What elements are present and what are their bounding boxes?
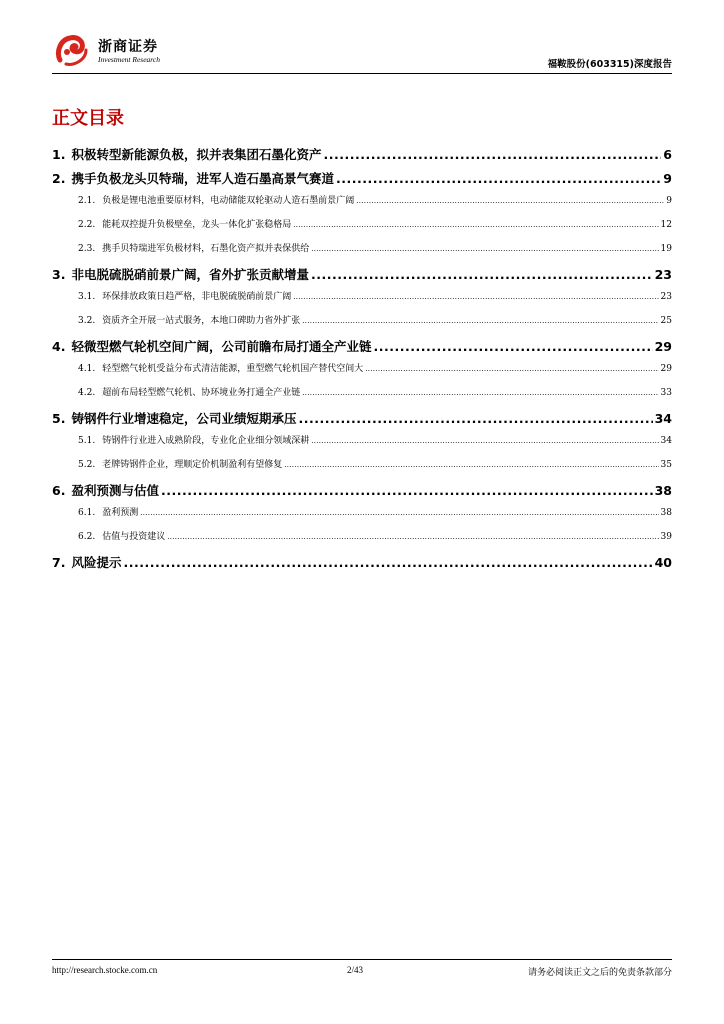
toc-entry-text: 负极是锂电池重要原材料，电动储能双轮驱动人造石墨前景广阔: [102, 196, 355, 206]
toc-entry-number: 2.2.: [78, 220, 96, 230]
toc-entry-text: 轻型燃气轮机受益分布式清洁能源，重型燃气轮机国产替代空间大: [102, 364, 364, 374]
toc-entry-text: 盈利预测: [102, 508, 139, 518]
toc-entry-leader: [302, 316, 658, 326]
toc-entry-subsection[interactable]: [52, 313, 672, 337]
toc-entry-leader: [302, 388, 658, 398]
toc-entry-section[interactable]: [52, 553, 672, 577]
toc-entry-page: 25: [660, 316, 672, 326]
toc-entry-page: 6: [663, 147, 672, 162]
toc-entry-section[interactable]: [52, 265, 672, 289]
toc-entry-page: 38: [654, 483, 672, 498]
toc-entry-text: 风险提示: [71, 555, 122, 570]
toc-entry-number: 3.1.: [78, 292, 96, 302]
toc-entry-page: 29: [660, 364, 672, 374]
toc-entry-leader: [123, 555, 652, 570]
toc-entry-number: 6.2.: [78, 532, 96, 542]
brand-logo-icon: [52, 30, 92, 70]
toc-entry-subsection[interactable]: [52, 385, 672, 409]
toc-entry-subsection[interactable]: [52, 433, 672, 457]
toc-entry-leader: [356, 196, 664, 206]
toc-entry-text: 超前布局轻型燃气轮机、协环境业务打通全产业链: [102, 388, 301, 398]
toc-entry-text: 非电脱硫脱硝前景广阔，省外扩张贡献增量: [71, 267, 309, 282]
toc-entry-leader: [311, 244, 658, 254]
toc-entry-page: 23: [660, 292, 672, 302]
toc-entry-number: 7.: [52, 555, 66, 570]
toc-entry-text: 携手负极龙头贝特瑞，进军人造石墨高景气赛道: [71, 171, 334, 186]
toc-entry-section[interactable]: [52, 409, 672, 433]
toc-entry-leader: [284, 460, 658, 470]
toc-entry-text: 积极转型新能源负极，拟并表集团石墨化资产: [71, 147, 322, 162]
toc-entry-page: 40: [654, 555, 672, 570]
toc-entry-number: 6.: [52, 483, 66, 498]
toc-entry-number: 2.: [52, 171, 66, 186]
toc-entry-leader: [373, 339, 652, 354]
toc-entry-leader: [323, 147, 661, 162]
toc-entry-number: 6.1.: [78, 508, 96, 518]
toc-list: [52, 145, 672, 577]
toc-entry-leader: [140, 508, 658, 518]
toc-entry-page: 34: [654, 411, 672, 426]
toc-entry-leader: [167, 532, 658, 542]
toc-entry-number: 4.: [52, 339, 66, 354]
toc-entry-page: 9: [666, 196, 672, 206]
page-header: [52, 30, 672, 74]
header-divider: [52, 73, 672, 74]
footer-page-number: 2/43: [347, 965, 364, 975]
toc-entry-subsection[interactable]: [52, 289, 672, 313]
toc-entry-text: 铸钢件行业进入成熟阶段，专业化企业细分领域深耕: [102, 436, 310, 446]
toc-entry-page: 23: [654, 267, 672, 282]
toc-entry-text: 资质齐全开展一站式服务，本地口碑助力省外扩张: [102, 316, 301, 326]
toc-entry-text: 环保排放政策日趋严格，非电脱硫脱硝前景广阔: [102, 292, 292, 302]
toc-entry-number: 2.1.: [78, 196, 96, 206]
toc-entry-leader: [311, 436, 658, 446]
toc-entry-text: 老牌铸钢件企业，理顺定价机制盈利有望修复: [102, 460, 283, 470]
toc-entry-page: 12: [660, 220, 672, 230]
toc-entry-page: 29: [654, 339, 672, 354]
toc-entry-number: 4.1.: [78, 364, 96, 374]
toc-entry-page: 19: [660, 244, 672, 254]
toc-entry-leader: [293, 292, 658, 302]
toc-title: 正文目录: [52, 108, 124, 129]
toc-entry-subsection[interactable]: [52, 361, 672, 385]
toc-entry-leader: [311, 267, 653, 282]
toc-entry-leader: [365, 364, 658, 374]
footer-url[interactable]: http://research.stocke.com.cn: [52, 965, 158, 975]
brand-name-cn: 浙商证券: [98, 39, 158, 55]
report-label: 福鞍股份(603315)深度报告: [547, 59, 672, 70]
footer-disclaimer: 请务必阅读正文之后的免责条款部分: [527, 968, 672, 978]
toc-entry-number: 5.: [52, 411, 66, 426]
toc-entry-subsection[interactable]: [52, 217, 672, 241]
toc-entry-number: 5.2.: [78, 460, 96, 470]
toc-entry-text: 携手贝特瑞进军负极材料，石墨化资产拟并表保供给: [102, 244, 310, 254]
toc-entry-page: 34: [660, 436, 672, 446]
toc-entry-section[interactable]: [52, 481, 672, 505]
toc-entry-number: 2.3.: [78, 244, 96, 254]
footer-divider: [52, 959, 672, 960]
toc-entry-subsection[interactable]: [52, 457, 672, 481]
toc-entry-page: 35: [660, 460, 672, 470]
toc-entry-leader: [293, 220, 658, 230]
toc-entry-leader: [161, 483, 653, 498]
toc-entry-page: 9: [663, 171, 672, 186]
toc-entry-number: 3.: [52, 267, 66, 282]
toc-entry-section[interactable]: [52, 169, 672, 193]
toc-entry-text: 估值与投资建议: [102, 532, 166, 542]
toc-entry-subsection[interactable]: [52, 241, 672, 265]
toc-entry-number: 3.2.: [78, 316, 96, 326]
toc-entry-number: 1.: [52, 147, 66, 162]
toc-entry-section[interactable]: [52, 145, 672, 169]
toc-entry-text: 铸钢件行业增速稳定，公司业绩短期承压: [71, 411, 297, 426]
toc-entry-section[interactable]: [52, 337, 672, 361]
toc-entry-leader: [336, 171, 661, 186]
toc-entry-subsection[interactable]: [52, 529, 672, 553]
toc-entry-text: 能耗双控提升负极壁垒，龙头一体化扩张稳格局: [102, 220, 292, 230]
toc-entry-subsection[interactable]: [52, 193, 672, 217]
toc-entry-subsection[interactable]: [52, 505, 672, 529]
toc-entry-number: 4.2.: [78, 388, 96, 398]
toc-entry-number: 5.1.: [78, 436, 96, 446]
brand-name-en: Investment Research: [98, 55, 160, 64]
toc-entry-page: 33: [660, 388, 672, 398]
toc-entry-text: 轻微型燃气轮机空间广阔，公司前瞻布局打通全产业链: [71, 339, 372, 354]
toc-entry-page: 38: [660, 508, 672, 518]
toc-entry-leader: [298, 411, 652, 426]
toc-entry-page: 39: [660, 532, 672, 542]
toc-entry-text: 盈利预测与估值: [71, 483, 159, 498]
